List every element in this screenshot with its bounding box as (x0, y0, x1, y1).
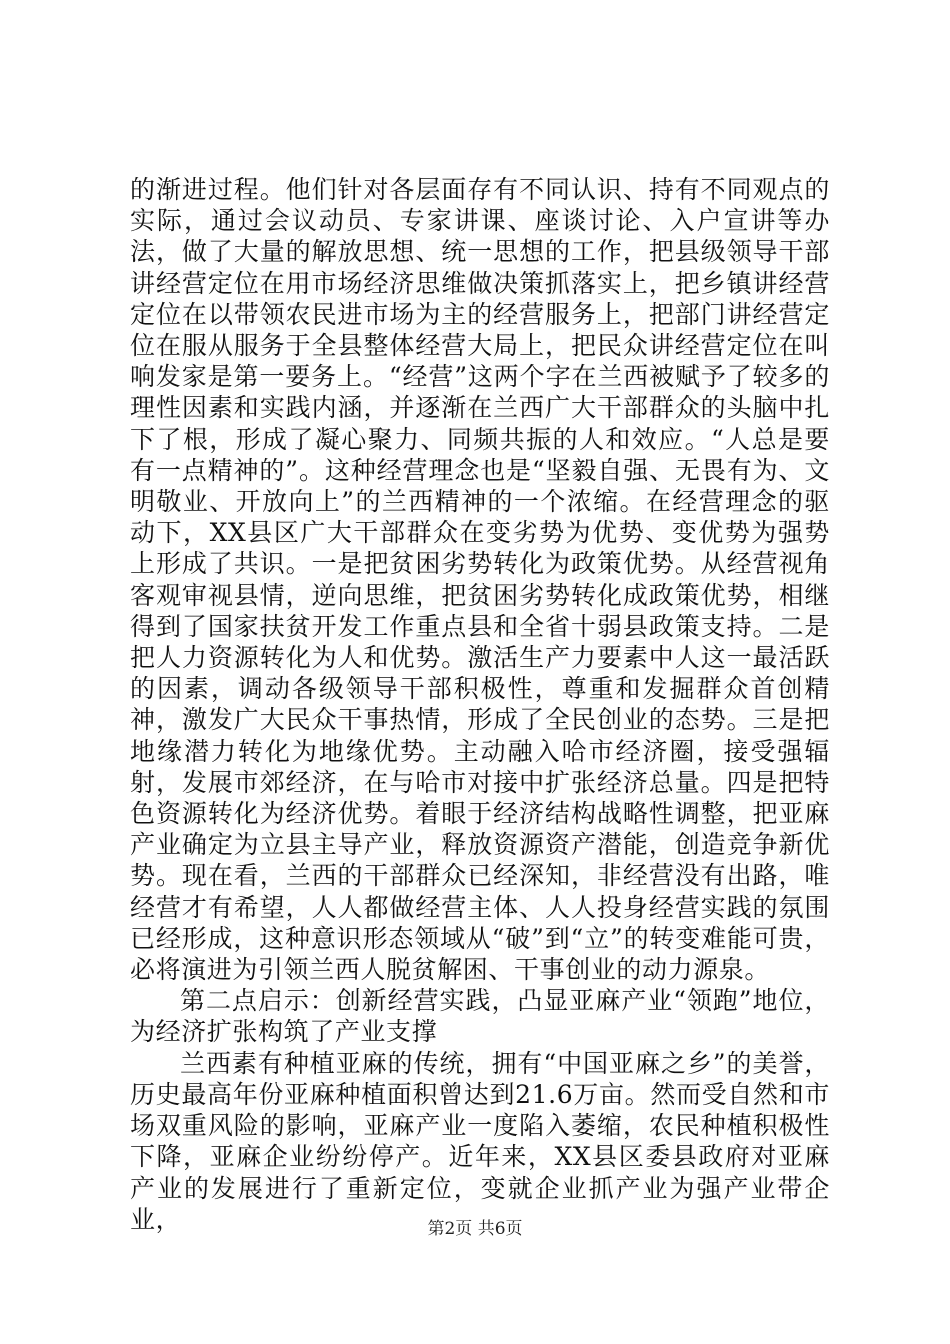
section-heading-second-insight: 第二点启示：创新经营实践，凸显亚麻产业“领跑”地位，为经济扩张构筑了产业支撑 (130, 986, 830, 1047)
page-number-footer: 第2页 共6页 (427, 1219, 523, 1239)
paragraph-flax-industry: 兰西素有种植亚麻的传统，拥有“中国亚麻之乡”的美誉，历史最高年份亚麻种植面积曾达到21.6万亩。然而受自然和市场双重风险的影响，亚麻产业一度陷入萎缩，农民种植积极性下降，亚麻企业纷纷停产。近年来，XX县区委县政府对亚麻产业的发展进行了重新定位，变就企业抓产业为强产业带企业， (130, 1048, 830, 1234)
document-body (130, 174, 830, 1235)
paragraph-continuation: 的渐进过程。他们针对各层面存有不同认识、持有不同观点的实际，通过会议动员、专家讲课、座谈讨论、入户宣讲等办法，做了大量的解放思想、统一思想的工作，把县级领导干部讲经营定位在用市场经济思维做决策抓落实上，把乡镇讲经营定位在以带领农民进市场为主的经营服务上，把部门讲经营定位在服从服务于全县整体经营大局上，把民众讲经营定位在叫响发家是第一要务上。“经营”这两个字在兰西被赋予了较多的理性因素和实践内涵，并逐渐在兰西广大干部群众的头脑中扎下了根，形成了凝心聚力、同频共振的人和效应。“人总是要有一点精神的”。这种经营理念也是“坚毅自强、无畏有为、文明敬业、开放向上”的兰西精神的一个浓缩。在经营理念的驱动下，XX县区广大干部群众在变劣势为优势、变优势为强势上形成了共识。一是把贫困劣势转化为政策优势。从经营视角客观审视县情，逆向思维，把贫困劣势转化成政策优势，相继得到了国家扶贫开发工作重点县和全省十弱县政策支持。二是把人力资源转化为人和优势。激活生产力要素中人这一最活跃的因素，调动各级领导干部积极性，尊重和发掘群众首创精神，激发广大民众干事热情，形成了全民创业的态势。三是把地缘潜力转化为地缘优势。主动融入哈市经济圈，接受强辐射，发展市郊经济，在与哈市对接中扩张经济总量。四是把特色资源转化为经济优势。着眼于经济结构战略性调整，把亚麻产业确定为立县主导产业，释放资源资产潜能，创造竞争新优势。现在看，兰西的干部群众已经深知，非经营没有出路，唯经营才有希望，人人都做经营主体、人人投身经营实践的氛围已经形成，这种意识形态领域从“破”到“立”的转变难能可贵，必将演进为引领兰西人脱贫解困、干事创业的动力源泉。 (130, 175, 830, 985)
